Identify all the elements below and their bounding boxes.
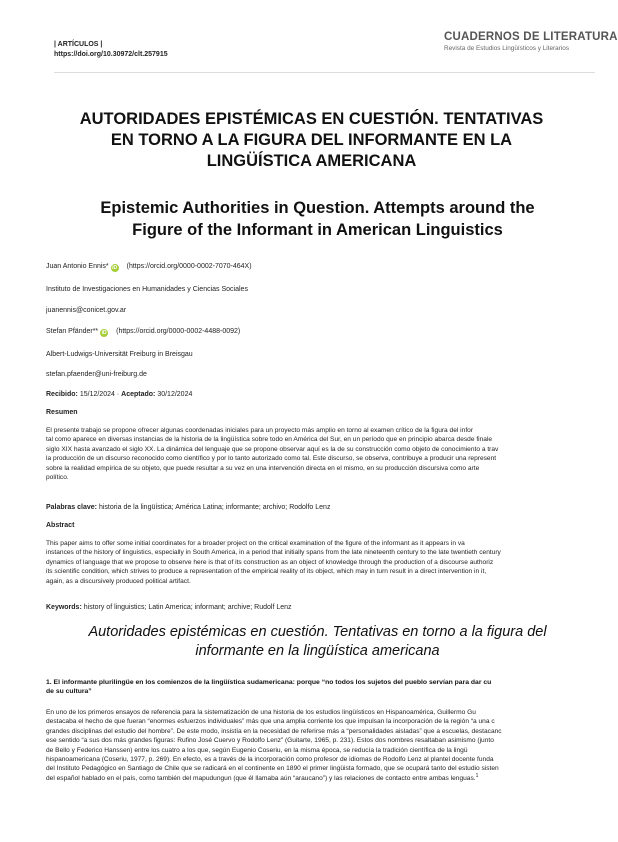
body-line: del Instituto Pedagógico en Santiago de Chile que se radicará en el continente en 1890 el primer lingüista formado, que se ocupará tanto del estudio sisten xyxy=(46,765,499,773)
body-line: ese sentido “a sus dos más grandes figuras: Rufino José Cuervo y Rodolfo Lenz” (Guitarte, 1965, p. 231). Estos dos nombres resaltaban asimismo (junto xyxy=(46,737,494,745)
title-es-line: AUTORIDADES EPISTÉMICAS EN CUESTIÓN. TENTATIVAS xyxy=(79,110,544,128)
resumen-heading: Resumen xyxy=(46,409,78,416)
palabras-clave-label: Palabras clave: xyxy=(46,504,97,511)
article-header-info xyxy=(54,40,168,60)
body-title-line: informante en la lingüística americana xyxy=(195,643,440,659)
accepted-label: Aceptado: xyxy=(121,391,156,398)
keywords xyxy=(46,603,292,612)
author-institution: Instituto de Investigaciones en Humanidades y Ciencias Sociales xyxy=(46,286,248,293)
body-line: hispanoamericana (Coseriu, 1977, p. 269). En efecto, es a través de la incorporación como profesor de idiomas de Rodolfo Lenz al plantel docente funda xyxy=(46,756,494,764)
keywords-label: Keywords: xyxy=(46,604,82,611)
section-heading-line: de su cultura” xyxy=(46,688,92,696)
author-email[interactable]: stefan.pfaender@uni-freiburg.de xyxy=(46,371,147,378)
title-en-line: Epistemic Authorities in Question. Attempts around the xyxy=(100,199,535,217)
abstract-line: instances of the history of linguistics, especially in South America, in a period that initially spans from the late nineteenth century to the late twentieth century xyxy=(46,549,501,557)
resumen-line: político. xyxy=(46,474,69,482)
author-email[interactable]: juanennis@conicet.gov.ar xyxy=(46,307,127,314)
title-es-line: LINGÜÍSTICA AMERICANA xyxy=(206,152,417,170)
body-line: En uno de los primeros ensayos de referencia para la sistematización de una historia de los estudios lingüísticos en Hispanoamérica, Guillermo Gu xyxy=(46,709,476,716)
header-divider xyxy=(54,72,595,73)
date-separator: · xyxy=(116,391,120,398)
body-line-text: del español hablado en el país, como también del mapudungun (que él llamaba aún “araucano”) y las relaciones de contacto entre ambas lenguas. xyxy=(46,774,476,782)
abstract-line: This paper aims to offer some initial coordinates for a broader project on the critical examination of the figure of the informant as it appears in va xyxy=(46,540,465,547)
resumen-line: la producción de un discurso reconocido como científico y por lo tanto autorizado como tal. Este discurso, se observa, contribuye a producir una represent xyxy=(46,455,497,463)
abstract-line: its scientific condition, which strives to produce a representation of the empirical reality of its object, which may in turn result in a direct intervention in it, xyxy=(46,568,487,576)
author-institution: Albert-Ludwigs-Universität Freiburg in Breisgau xyxy=(46,351,193,358)
body-title xyxy=(40,623,595,661)
author-line-1 xyxy=(46,262,252,272)
author-line-2 xyxy=(46,327,240,337)
resumen-line: sobre la realidad empírica de su objeto, que puede resultar a su vez en una intervención directa en el mismo, en su producción discursiva como arte xyxy=(46,464,480,472)
resumen-text xyxy=(46,426,595,482)
body-line xyxy=(46,774,595,783)
section-1-body xyxy=(46,708,595,783)
palabras-clave-text: historia de la lingüística; América Latina; informante; archivo; Rodolfo Lenz xyxy=(98,504,331,511)
section-1-heading xyxy=(46,678,595,697)
abstract-line: dynamics of language that we propose to observe here is that of its construction as an object of knowledge through the production of a discourse authoriz xyxy=(46,558,494,566)
received-label: Recibido: xyxy=(46,391,78,398)
doi-link[interactable]: https://doi.org/10.30972/clt.257915 xyxy=(54,51,168,58)
article-title-en xyxy=(40,197,595,241)
body-line: destacaba el hecho de que fueran “enormes esfuerzos individuales” más que una amplia corriente los que impulsan la incorporación de la región “a una c xyxy=(46,718,495,726)
resumen-line: siglo XIX hasta avanzado el siglo XX. La dinámica del lenguaje que se propone observar aquí es la de su construcción como objeto de conocimiento a trav xyxy=(46,445,499,453)
keywords-text: history of linguistics; Latin America; informant; archive; Rudolf Lenz xyxy=(83,604,292,611)
abstract-line: again, as a discursively produced political artifact. xyxy=(46,577,191,585)
author-name: Stefan Pfänder** xyxy=(46,328,99,335)
body-line: de Bello y Federico Hanssen) entre los cuatro a los que, según Eugenio Coseriu, en la misma época, se reducía la tradición científica de la lingü xyxy=(46,746,468,754)
article-title-es xyxy=(28,109,595,172)
author-orcid-link[interactable]: (https://orcid.org/0000-0002-7070-464X) xyxy=(126,263,252,270)
author-name: Juan Antonio Ennis* xyxy=(46,263,109,270)
author-orcid-link[interactable]: (https://orcid.org/0000-0002-4488-0092) xyxy=(116,328,241,335)
journal-logo xyxy=(444,31,618,52)
abstract-text xyxy=(46,539,595,586)
palabras-clave xyxy=(46,503,330,512)
title-en-line: Figure of the Informant in American Linguistics xyxy=(132,221,503,239)
section-label: | ARTÍCULOS | xyxy=(54,41,103,48)
section-heading-line: 1. El informante plurilingüe en los comienzos de la lingüística sudamericana: porque “no todos los sujetos del pueblo servían para dar cu xyxy=(46,679,492,686)
title-es-line: EN TORNO A LA FIGURA DEL INFORMANTE EN LA xyxy=(110,131,513,149)
orcid-icon[interactable]: iD xyxy=(112,265,118,271)
orcid-icon[interactable]: iD xyxy=(101,330,107,336)
body-title-line: Autoridades epistémicas en cuestión. Tentativas en torno a la figura del xyxy=(88,624,547,640)
body-line: grandes disciplinas del estudio del hombre”. De este modo, insistía en la necesidad de referirse más a “personalidades aisladas” que a escuelas, destacanc xyxy=(46,727,502,735)
resumen-line: El presente trabajo se propone ofrecer algunas coordenadas iniciales para un proyecto más amplio en torno al examen crítico de la figura del infor xyxy=(46,427,474,434)
abstract-heading: Abstract xyxy=(46,522,75,529)
resumen-line: tal como aparece en diversas instancias de la historia de la lingüística sobre todo en América del Sur, en un período que en principio abarca desde finale xyxy=(46,436,493,444)
article-dates xyxy=(46,390,192,399)
accepted-date: 30/12/2024 xyxy=(157,391,193,398)
footnote-mark[interactable]: 1 xyxy=(475,772,479,779)
journal-subtitle: Revista de Estudios Lingüísticos y Literarios xyxy=(444,45,570,52)
journal-title: CUADERNOS DE LITERATURA xyxy=(444,31,618,43)
received-date: 15/12/2024 xyxy=(79,391,115,398)
